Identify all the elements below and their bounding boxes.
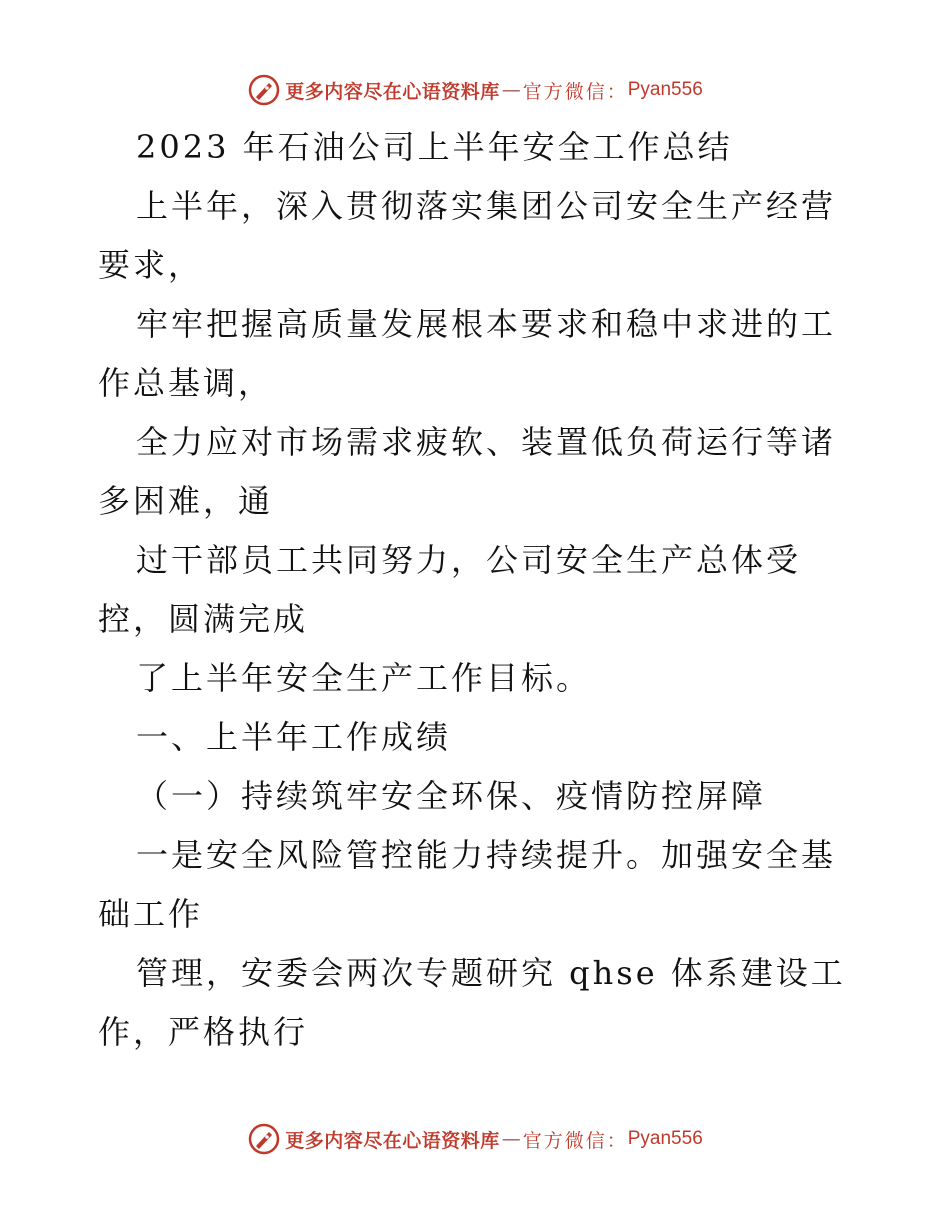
pen-nib-logo-icon: [247, 1122, 281, 1156]
watermark-label: 官方微信：: [522, 80, 628, 103]
footer-watermark: [0, 1119, 950, 1159]
watermark-separator: —: [501, 79, 521, 101]
watermark-main-text: 更多内容尽在心语资料库: [285, 80, 500, 103]
paragraph: 一是安全风险管控能力持续提升。加强安全基础工作: [98, 836, 837, 933]
watermark-handle: Pyan556: [627, 79, 703, 100]
document-body: [98, 118, 858, 1062]
watermark-handle: Pyan556: [627, 1128, 703, 1149]
pen-nib-logo-icon: [247, 73, 281, 107]
section-heading: 一、上半年工作成绩: [136, 718, 452, 756]
paragraph: 牢牢把握高质量发展根本要求和稳中求进的工作总基调，: [98, 305, 837, 402]
header-watermark: [0, 70, 950, 110]
watermark-separator: —: [501, 1128, 521, 1150]
document-title: 2023 年石油公司上半年安全工作总结: [136, 128, 733, 166]
paragraph: 了上半年安全生产工作目标。: [136, 659, 592, 697]
subsection-heading: （一）持续筑牢安全环保、疫情防控屏障: [136, 777, 767, 815]
paragraph: 上半年，深入贯彻落实集团公司安全生产经营要求，: [98, 187, 837, 284]
watermark-label: 官方微信：: [522, 1129, 628, 1152]
paragraph: 管理，安委会两次专题研究 qhse 体系建设工作，严格执行: [98, 954, 846, 1051]
paragraph: 过干部员工共同努力，公司安全生产总体受控，圆满完成: [98, 541, 802, 638]
watermark-main-text: 更多内容尽在心语资料库: [285, 1129, 500, 1152]
paragraph: 全力应对市场需求疲软、装置低负荷运行等诸多困难，通: [98, 423, 837, 520]
